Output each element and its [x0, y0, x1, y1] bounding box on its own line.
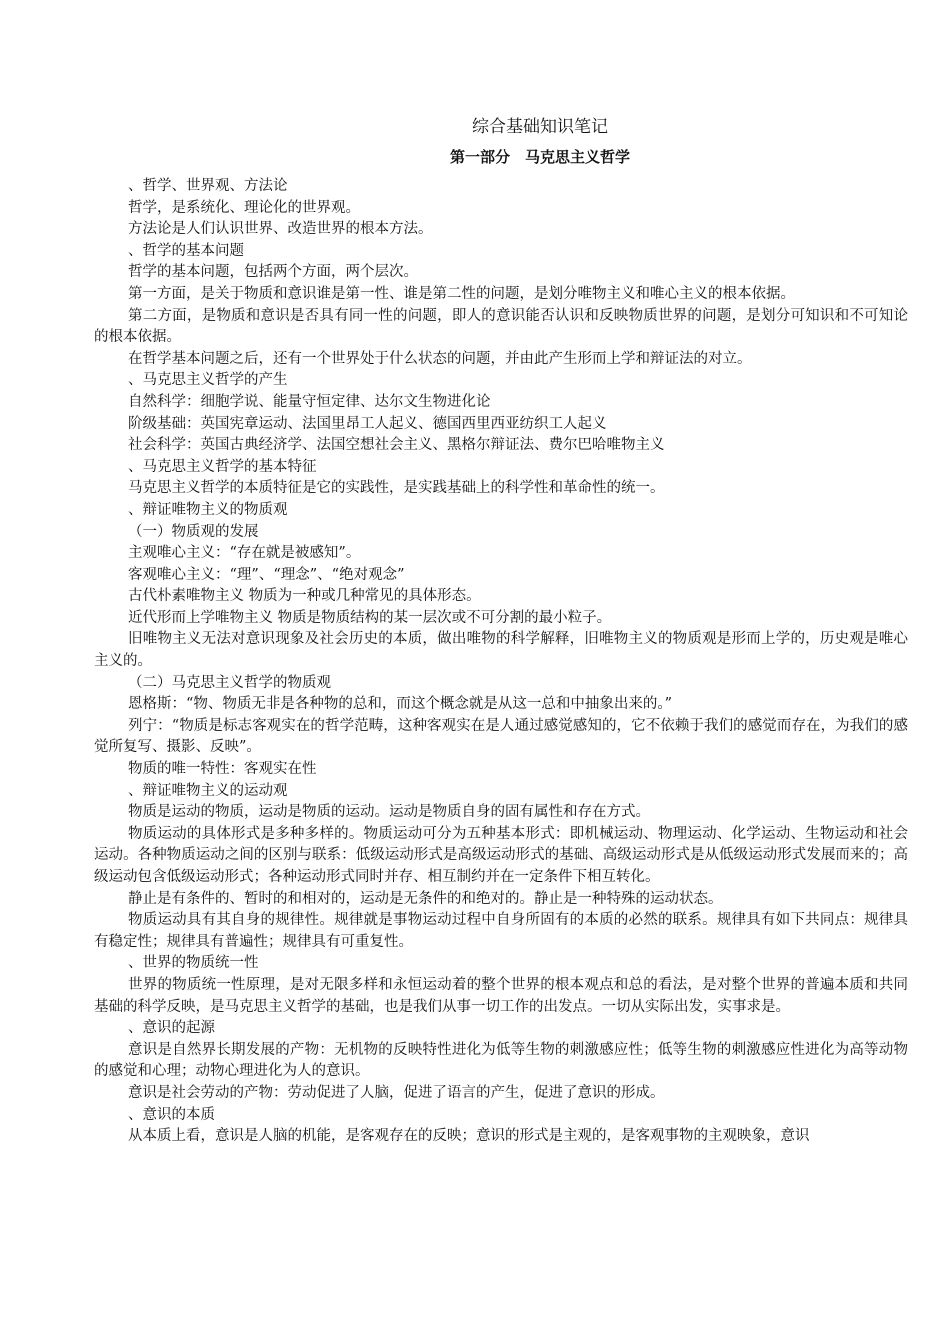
paragraph: 恩格斯：“物、物质无非是各种物的总和，而这个概念就是从这一总和中抽象出来的。” [128, 696, 673, 713]
document-body [94, 176, 908, 1148]
section-heading: 、辩证唯物主义的物质观 [128, 501, 288, 518]
section-heading: 、哲学的基本问题 [128, 242, 244, 259]
paragraph: 旧唯物主义无法对意识现象及社会历史的本质，做出唯物的科学解释，旧唯物主义的物质观是形而上学的，历史观是唯心主义的。 [94, 631, 908, 670]
paragraph: 物质是运动的物质，运动是物质的运动。运动是物质自身的固有属性和存在方式。 [128, 804, 650, 821]
subsection-heading: （二）马克思主义哲学的物质观 [128, 674, 331, 691]
section-heading: 、马克思主义哲学的产生 [128, 372, 288, 389]
paragraph: 物质的唯一特性：客观实在性 [128, 761, 317, 778]
section-heading: 、意识的本质 [128, 1106, 215, 1123]
paragraph: 第一方面，是关于物质和意识谁是第一性、谁是第二性的问题，是划分唯物主义和唯心主义的根本依据。 [128, 285, 795, 302]
part-title: 第一部分 马克思主义哲学 [449, 148, 630, 166]
paragraph: 社会科学：英国古典经济学、法国空想社会主义、黑格尔辩证法、费尔巴哈唯物主义 [128, 437, 665, 454]
paragraph: 马克思主义哲学的本质特征是它的实践性，是实践基础上的科学性和革命性的统一。 [128, 480, 665, 497]
section-heading: 、哲学、世界观、方法论 [128, 178, 288, 194]
paragraph: 物质运动具有其自身的规律性。规律就是事物运动过程中自身所固有的本质的必然的联系。规律具有如下共同点：规律具有稳定性；规律具有普遍性；规律具有可重复性。 [94, 912, 908, 950]
paragraph: 从本质上看，意识是人脑的机能，是客观存在的反映；意识的形式是主观的，是客观事物的主观映象，意识 [128, 1128, 810, 1145]
paragraph: 列宁：“物质是标志客观实在的哲学范畴，这种客观实在是人通过感觉感知的，它不依赖于我们的感觉而存在，为我们的感觉所复写、摄影、反映”。 [94, 717, 908, 756]
paragraph: 哲学，是系统化、理论化的世界观。 [128, 199, 360, 216]
paragraph: 静止是有条件的、暂时的和相对的，运动是无条件的和绝对的。静止是一种特殊的运动状态。 [128, 890, 723, 907]
paragraph: 意识是自然界长期发展的产物：无机物的反映特性进化为低等生物的刺激感应性；低等生物的刺激感应性进化为高等动物的感觉和心理；动物心理进化为人的意识。 [94, 1041, 908, 1080]
section-heading: 、辩证唯物主义的运动观 [128, 782, 288, 799]
paragraph: 主观唯心主义：“存在就是被感知”。 [128, 545, 361, 562]
subsection-heading: （一）物质观的发展 [128, 523, 259, 540]
section-heading: 、意识的起源 [128, 1020, 215, 1037]
paragraph: 方法论是人们认识世界、改造世界的根本方法。 [128, 221, 433, 238]
paragraph: 在哲学基本问题之后，还有一个世界处于什么状态的问题，并由此产生形而上学和辩证法的对立。 [128, 350, 752, 367]
paragraph: 近代形而上学唯物主义 物质是物质结构的某一层次或不可分割的最小粒子。 [128, 609, 612, 626]
paragraph: 世界的物质统一性原理，是对无限多样和永恒运动着的整个世界的根本观点和总的看法，是对整个世界的普遍本质和共同基础的科学反映，是马克思主义哲学的基础，也是我们从事一切工作的出发点。一切从实际出发，实事求是。 [94, 976, 908, 1015]
paragraph: 古代朴素唯物主义 物质为一种或几种常见的具体形态。 [128, 588, 481, 605]
paragraph: 自然科学：细胞学说、能量守恒定律、达尔文生物进化论 [128, 393, 491, 410]
document-title: 综合基础知识笔记 [472, 117, 608, 137]
section-heading: 、世界的物质统一性 [128, 955, 259, 972]
paragraph: 客观唯心主义：“理”、“理念”、“绝对观念” [128, 566, 405, 583]
paragraph: 阶级基础：英国宪章运动、法国里昂工人起义、德国西里西亚纺织工人起义 [128, 415, 607, 432]
section-heading: 、马克思主义哲学的基本特征 [128, 458, 317, 475]
paragraph: 第二方面，是物质和意识是否具有同一性的问题，即人的意识能否认识和反映物质世界的问题，是划分可知识和不可知论的根本依据。 [94, 307, 908, 346]
paragraph: 哲学的基本问题，包括两个方面，两个层次。 [128, 264, 418, 281]
paragraph: 意识是社会劳动的产物：劳动促进了人脑，促进了语言的产生，促进了意识的形成。 [128, 1084, 665, 1101]
paragraph: 物质运动的具体形式是多种多样的。物质运动可分为五种基本形式：即机械运动、物理运动、化学运动、生物运动和社会运动。各种物质运动之间的区别与联系：低级运动形式是高级运动形式的基础、高级运动形式是从低级运动形式发展而来的；高级运动包含低级运动形式；各种运动形式同时并存、相互制约并在一定条件下相互转化。 [94, 825, 908, 885]
